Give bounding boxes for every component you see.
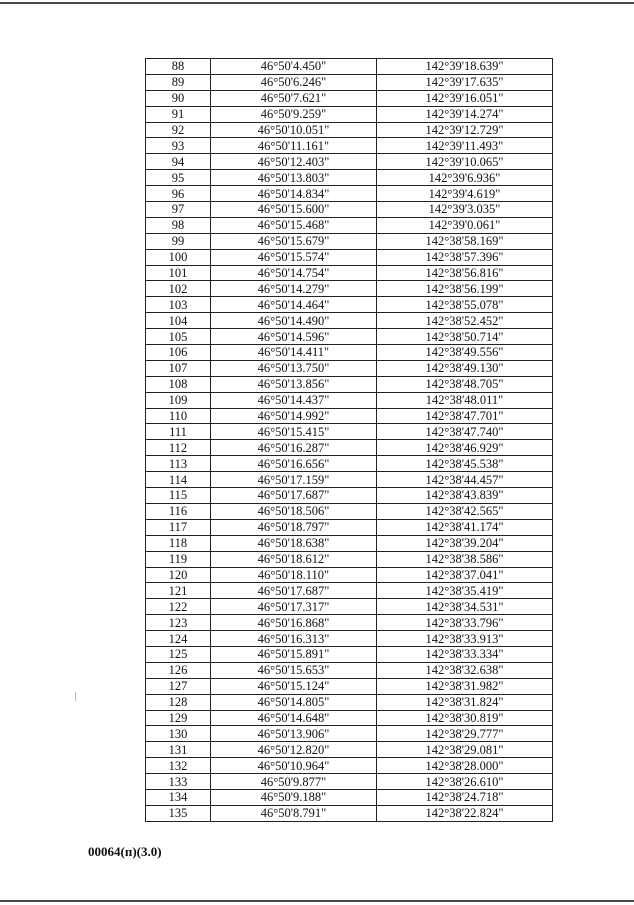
point-number-cell: 118 (146, 535, 211, 551)
table-row (146, 59, 553, 75)
table-row (146, 567, 553, 583)
longitude-cell: 142°38'32.638" (377, 662, 553, 678)
point-number-cell: 91 (146, 106, 211, 122)
table-row (146, 376, 553, 392)
table-row (146, 138, 553, 154)
latitude-cell: 46°50'14.464" (211, 297, 377, 313)
latitude-cell: 46°50'13.750" (211, 360, 377, 376)
longitude-cell: 142°38'33.913" (377, 631, 553, 647)
latitude-cell: 46°50'13.803" (211, 170, 377, 186)
point-number-cell: 112 (146, 440, 211, 456)
table-row (146, 281, 553, 297)
longitude-cell: 142°38'31.824" (377, 694, 553, 710)
longitude-cell: 142°38'30.819" (377, 710, 553, 726)
latitude-cell: 46°50'13.856" (211, 376, 377, 392)
document-code: 00064(п)(3.0) (88, 844, 162, 859)
table-row (146, 202, 553, 218)
longitude-cell: 142°38'33.796" (377, 615, 553, 631)
table-row (146, 662, 553, 678)
table-row (146, 297, 553, 313)
latitude-cell: 46°50'14.437" (211, 392, 377, 408)
table-row (146, 488, 553, 504)
latitude-cell: 46°50'14.411" (211, 345, 377, 361)
point-number-cell: 106 (146, 345, 211, 361)
point-number-cell: 92 (146, 122, 211, 138)
table-row (146, 694, 553, 710)
point-number-cell: 121 (146, 583, 211, 599)
longitude-cell: 142°38'42.565" (377, 503, 553, 519)
longitude-cell: 142°38'47.701" (377, 408, 553, 424)
point-number-cell: 105 (146, 329, 211, 345)
point-number-cell: 131 (146, 742, 211, 758)
longitude-cell: 142°39'10.065" (377, 154, 553, 170)
longitude-cell: 142°38'35.419" (377, 583, 553, 599)
latitude-cell: 46°50'17.687" (211, 488, 377, 504)
longitude-cell: 142°38'41.174" (377, 519, 553, 535)
latitude-cell: 46°50'15.124" (211, 678, 377, 694)
longitude-cell: 142°38'49.556" (377, 345, 553, 361)
table-row (146, 329, 553, 345)
latitude-cell: 46°50'10.051" (211, 122, 377, 138)
longitude-cell: 142°38'26.610" (377, 774, 553, 790)
longitude-cell: 142°38'24.718" (377, 789, 553, 805)
point-number-cell: 99 (146, 233, 211, 249)
table-row (146, 90, 553, 106)
latitude-cell: 46°50'14.648" (211, 710, 377, 726)
point-number-cell: 89 (146, 74, 211, 90)
latitude-cell: 46°50'18.612" (211, 551, 377, 567)
point-number-cell: 95 (146, 170, 211, 186)
longitude-cell: 142°39'12.729" (377, 122, 553, 138)
latitude-cell: 46°50'13.906" (211, 726, 377, 742)
latitude-cell: 46°50'14.754" (211, 265, 377, 281)
point-number-cell: 97 (146, 202, 211, 218)
table-row (146, 742, 553, 758)
latitude-cell: 46°50'12.403" (211, 154, 377, 170)
latitude-cell: 46°50'18.638" (211, 535, 377, 551)
point-number-cell: 113 (146, 456, 211, 472)
point-number-cell: 117 (146, 519, 211, 535)
table-row (146, 456, 553, 472)
longitude-cell: 142°38'47.740" (377, 424, 553, 440)
longitude-cell: 142°38'48.011" (377, 392, 553, 408)
latitude-cell: 46°50'4.450" (211, 59, 377, 75)
longitude-cell: 142°38'43.839" (377, 488, 553, 504)
coordinates-table (145, 58, 553, 822)
latitude-cell: 46°50'16.656" (211, 456, 377, 472)
longitude-cell: 142°38'56.199" (377, 281, 553, 297)
longitude-cell: 142°38'38.586" (377, 551, 553, 567)
table-row (146, 535, 553, 551)
point-number-cell: 125 (146, 646, 211, 662)
longitude-cell: 142°39'18.639" (377, 59, 553, 75)
longitude-cell: 142°38'49.130" (377, 360, 553, 376)
latitude-cell: 46°50'15.679" (211, 233, 377, 249)
latitude-cell: 46°50'16.868" (211, 615, 377, 631)
point-number-cell: 115 (146, 488, 211, 504)
longitude-cell: 142°39'16.051" (377, 90, 553, 106)
point-number-cell: 96 (146, 186, 211, 202)
table-row (146, 646, 553, 662)
table-row (146, 217, 553, 233)
table-row (146, 789, 553, 805)
point-number-cell: 109 (146, 392, 211, 408)
point-number-cell: 93 (146, 138, 211, 154)
longitude-cell: 142°38'28.000" (377, 758, 553, 774)
table-row (146, 345, 553, 361)
longitude-cell: 142°38'48.705" (377, 376, 553, 392)
longitude-cell: 142°39'6.936" (377, 170, 553, 186)
table-row (146, 392, 553, 408)
longitude-cell: 142°38'52.452" (377, 313, 553, 329)
longitude-cell: 142°38'46.929" (377, 440, 553, 456)
coordinates-table-body (146, 59, 553, 822)
latitude-cell: 46°50'14.490" (211, 313, 377, 329)
table-row (146, 170, 553, 186)
latitude-cell: 46°50'18.797" (211, 519, 377, 535)
point-number-cell: 120 (146, 567, 211, 583)
latitude-cell: 46°50'6.246" (211, 74, 377, 90)
point-number-cell: 88 (146, 59, 211, 75)
latitude-cell: 46°50'17.687" (211, 583, 377, 599)
latitude-cell: 46°50'15.468" (211, 217, 377, 233)
latitude-cell: 46°50'10.964" (211, 758, 377, 774)
point-number-cell: 111 (146, 424, 211, 440)
latitude-cell: 46°50'14.992" (211, 408, 377, 424)
table-row (146, 313, 553, 329)
table-row (146, 249, 553, 265)
longitude-cell: 142°38'34.531" (377, 599, 553, 615)
longitude-cell: 142°39'4.619" (377, 186, 553, 202)
latitude-cell: 46°50'15.415" (211, 424, 377, 440)
bottom-border-line (0, 900, 634, 902)
latitude-cell: 46°50'14.805" (211, 694, 377, 710)
table-row (146, 631, 553, 647)
table-row (146, 440, 553, 456)
table-row (146, 408, 553, 424)
point-number-cell: 128 (146, 694, 211, 710)
table-row (146, 106, 553, 122)
table-row (146, 154, 553, 170)
latitude-cell: 46°50'15.653" (211, 662, 377, 678)
point-number-cell: 132 (146, 758, 211, 774)
table-row (146, 710, 553, 726)
latitude-cell: 46°50'7.621" (211, 90, 377, 106)
point-number-cell: 114 (146, 472, 211, 488)
point-number-cell: 127 (146, 678, 211, 694)
latitude-cell: 46°50'9.259" (211, 106, 377, 122)
point-number-cell: 123 (146, 615, 211, 631)
table-row (146, 805, 553, 821)
margin-mark (75, 692, 76, 701)
table-row (146, 186, 553, 202)
table-row (146, 774, 553, 790)
longitude-cell: 142°38'57.396" (377, 249, 553, 265)
point-number-cell: 110 (146, 408, 211, 424)
table-row (146, 74, 553, 90)
latitude-cell: 46°50'9.188" (211, 789, 377, 805)
point-number-cell: 122 (146, 599, 211, 615)
longitude-cell: 142°39'17.635" (377, 74, 553, 90)
latitude-cell: 46°50'12.820" (211, 742, 377, 758)
point-number-cell: 90 (146, 90, 211, 106)
table-row (146, 503, 553, 519)
point-number-cell: 119 (146, 551, 211, 567)
latitude-cell: 46°50'17.159" (211, 472, 377, 488)
latitude-cell: 46°50'17.317" (211, 599, 377, 615)
longitude-cell: 142°38'31.982" (377, 678, 553, 694)
table-row (146, 519, 553, 535)
point-number-cell: 134 (146, 789, 211, 805)
longitude-cell: 142°38'29.777" (377, 726, 553, 742)
table-row (146, 599, 553, 615)
table-row (146, 726, 553, 742)
latitude-cell: 46°50'15.891" (211, 646, 377, 662)
point-number-cell: 107 (146, 360, 211, 376)
longitude-cell: 142°38'29.081" (377, 742, 553, 758)
table-row (146, 233, 553, 249)
longitude-cell: 142°39'14.274" (377, 106, 553, 122)
latitude-cell: 46°50'14.596" (211, 329, 377, 345)
latitude-cell: 46°50'11.161" (211, 138, 377, 154)
longitude-cell: 142°38'45.538" (377, 456, 553, 472)
latitude-cell: 46°50'18.110" (211, 567, 377, 583)
point-number-cell: 104 (146, 313, 211, 329)
point-number-cell: 101 (146, 265, 211, 281)
latitude-cell: 46°50'15.600" (211, 202, 377, 218)
point-number-cell: 126 (146, 662, 211, 678)
longitude-cell: 142°38'33.334" (377, 646, 553, 662)
longitude-cell: 142°39'0.061" (377, 217, 553, 233)
longitude-cell: 142°38'37.041" (377, 567, 553, 583)
latitude-cell: 46°50'18.506" (211, 503, 377, 519)
point-number-cell: 130 (146, 726, 211, 742)
longitude-cell: 142°38'50.714" (377, 329, 553, 345)
latitude-cell: 46°50'14.834" (211, 186, 377, 202)
longitude-cell: 142°38'44.457" (377, 472, 553, 488)
latitude-cell: 46°50'16.287" (211, 440, 377, 456)
table-row (146, 360, 553, 376)
latitude-cell: 46°50'16.313" (211, 631, 377, 647)
table-row (146, 678, 553, 694)
longitude-cell: 142°38'56.816" (377, 265, 553, 281)
point-number-cell: 133 (146, 774, 211, 790)
point-number-cell: 102 (146, 281, 211, 297)
point-number-cell: 135 (146, 805, 211, 821)
longitude-cell: 142°39'3.035" (377, 202, 553, 218)
point-number-cell: 98 (146, 217, 211, 233)
table-row (146, 424, 553, 440)
longitude-cell: 142°39'11.493" (377, 138, 553, 154)
table-row (146, 758, 553, 774)
table-row (146, 472, 553, 488)
latitude-cell: 46°50'14.279" (211, 281, 377, 297)
longitude-cell: 142°38'39.204" (377, 535, 553, 551)
table-row (146, 122, 553, 138)
point-number-cell: 124 (146, 631, 211, 647)
top-border-line (0, 2, 634, 4)
point-number-cell: 116 (146, 503, 211, 519)
point-number-cell: 129 (146, 710, 211, 726)
table-row (146, 583, 553, 599)
point-number-cell: 108 (146, 376, 211, 392)
point-number-cell: 100 (146, 249, 211, 265)
table-row (146, 551, 553, 567)
longitude-cell: 142°38'58.169" (377, 233, 553, 249)
point-number-cell: 94 (146, 154, 211, 170)
table-row (146, 265, 553, 281)
longitude-cell: 142°38'55.078" (377, 297, 553, 313)
point-number-cell: 103 (146, 297, 211, 313)
latitude-cell: 46°50'15.574" (211, 249, 377, 265)
latitude-cell: 46°50'9.877" (211, 774, 377, 790)
longitude-cell: 142°38'22.824" (377, 805, 553, 821)
latitude-cell: 46°50'8.791" (211, 805, 377, 821)
table-row (146, 615, 553, 631)
